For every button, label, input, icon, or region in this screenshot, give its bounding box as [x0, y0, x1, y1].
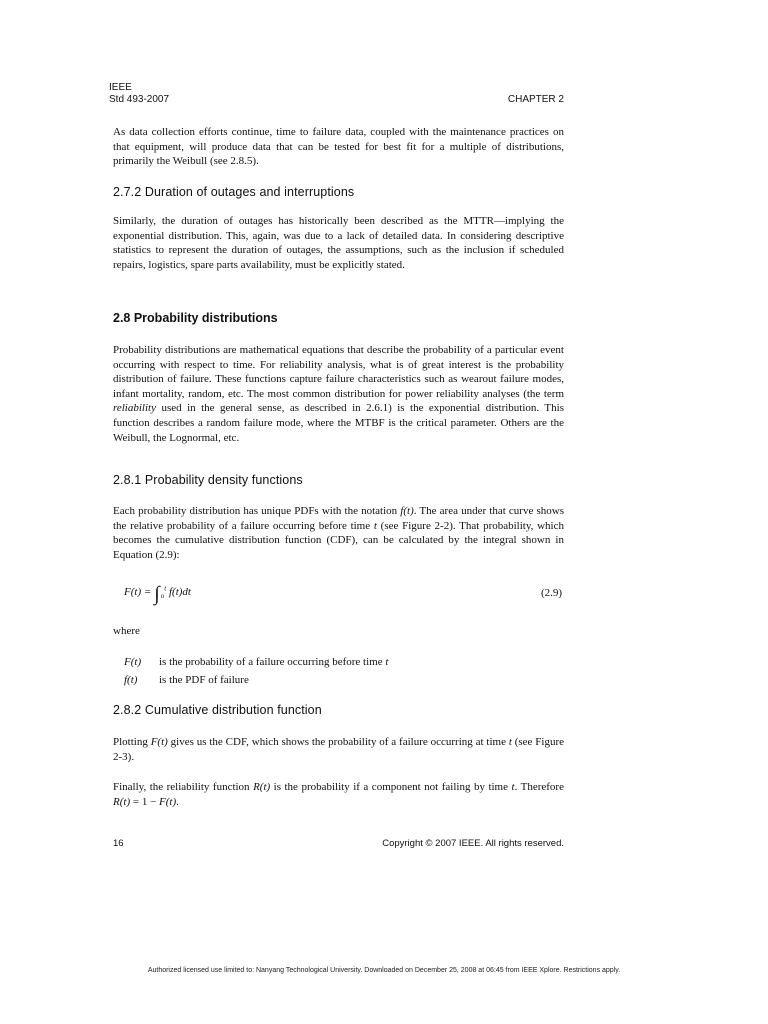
- section-282-paragraph-1: Plotting F(t) gives us the CDF, which shows the probability of a failure occurring at time t (see Figure 2-3).: [113, 736, 565, 763]
- where-label: where: [113, 625, 140, 637]
- section-282-paragraph-2: Finally, the reliability function R(t) is the probability if a component not failing by time t. Therefore R(t) = 1 − F(t).: [113, 781, 564, 808]
- section-272-heading: 2.7.2 Duration of outages and interruptions: [113, 185, 355, 199]
- header-org: IEEE: [109, 82, 132, 93]
- section-28-heading: 2.8 Probability distributions: [113, 311, 278, 325]
- section-281-heading: 2.8.1 Probability density functions: [113, 473, 303, 487]
- header-chapter: CHAPTER 2: [507, 94, 564, 105]
- equation-number: (2.9): [541, 587, 563, 599]
- section-28-body: Probability distributions are mathematical equations that describe the probability of a particular event occurring with respect to time. For reliability analysis, what is of great interest is the probability distribution of failure. These functions capture failure characteristics such as wearout failure modes, infant mortality, random, etc. The most common distribution for power reliability analyses (the term reliability used in the general sense, as described in 2.6.1) is the exponential distribution. This function describes a random failure mode, where the MTBF is the critical parameter. Others are the Weibull, the Lognormal, etc.: [113, 344, 564, 444]
- section-282-heading: 2.8.2 Cumulative distribution function: [113, 703, 322, 717]
- authorization-notice: Authorized licensed use limited to: Nanyang Technological University. Downloaded on December 25, 2008 at 06:45 from IEEE Xplore. Restrictions apply.: [147, 967, 621, 974]
- definition-row: f(t) is the PDF of failure: [124, 674, 249, 686]
- equation-2-9: $F(t) = \int_o^t$ f(t)dt: [124, 583, 191, 605]
- intro-paragraph: As data collection efforts continue, time to failure data, coupled with the maintenance practices on that equipment, will produce data that can be tested for best fit for a multiple of distributions, primarily the Weibull (see 2.8.5).: [113, 126, 564, 168]
- header-standard: Std 493-2007: [109, 94, 170, 105]
- definition-row: F(t) is the probability of a failure occurring before time t: [124, 656, 389, 668]
- section-281-body: Each probability distribution has unique PDFs with the notation f(t). The area under that curve shows the relative probability of a failure occurring before time t (see Figure 2-2). That probability, which becomes the cumulative distribution function (CDF), can be calculated by the integral shown in Equation (2.9):: [113, 505, 564, 561]
- copyright-notice: Copyright © 2007 IEEE. All rights reserved.: [382, 838, 564, 849]
- section-272-body: Similarly, the duration of outages has historically been described as the MTTR—implying the exponential distribution. This, again, was due to a lack of detailed data. In considering descriptive statistics to represent the duration of outages, the assumptions, such as the inclusion if scheduled repairs, logistics, spare parts availability, must be explicitly stated.: [113, 215, 564, 271]
- page-number: 16: [113, 838, 124, 849]
